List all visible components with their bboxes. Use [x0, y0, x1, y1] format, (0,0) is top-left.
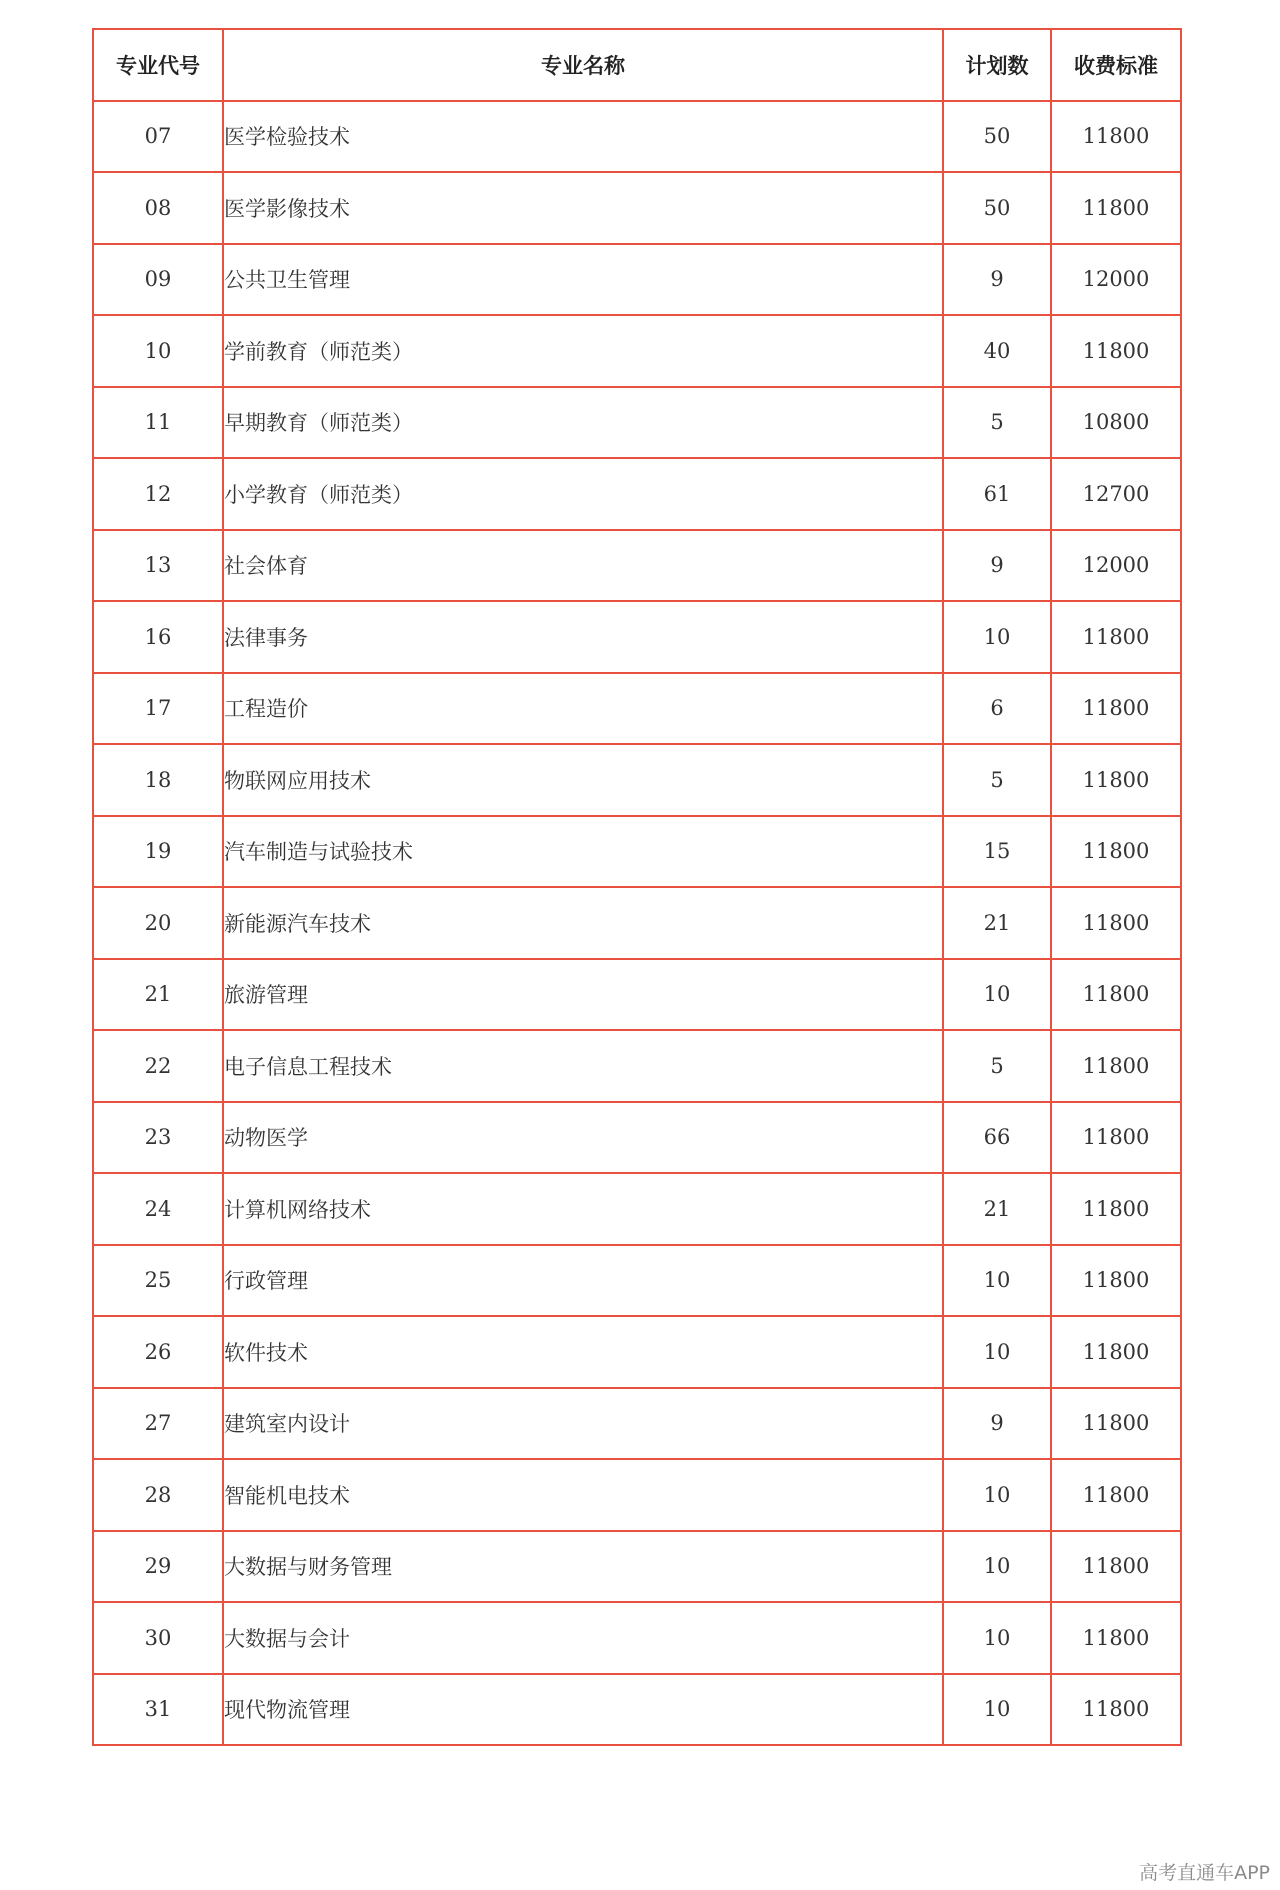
table-row: [93, 1459, 1181, 1531]
table-row: [93, 315, 1181, 387]
name-cell: 行政管理: [223, 1245, 943, 1317]
name-cell: 小学教育（师范类）: [223, 458, 943, 530]
fee-cell: 12700: [1051, 458, 1181, 530]
table-row: [93, 816, 1181, 888]
header-plan: 计划数: [943, 29, 1051, 101]
fee-cell: 11800: [1051, 315, 1181, 387]
fee-cell: 11800: [1051, 1245, 1181, 1317]
name-cell: 现代物流管理: [223, 1674, 943, 1746]
table-row: [93, 387, 1181, 459]
table-row: [93, 1388, 1181, 1460]
table-row: [93, 673, 1181, 745]
fee-cell: 11800: [1051, 744, 1181, 816]
plan-count-cell: 5: [943, 387, 1051, 459]
fee-cell: 11800: [1051, 1102, 1181, 1174]
plan-count-cell: 10: [943, 1602, 1051, 1674]
code-cell: 07: [93, 101, 223, 173]
table-row: [93, 172, 1181, 244]
code-cell: 10: [93, 315, 223, 387]
name-cell: 计算机网络技术: [223, 1173, 943, 1245]
name-cell: 早期教育（师范类）: [223, 387, 943, 459]
table-row: [93, 1316, 1181, 1388]
fee-cell: 11800: [1051, 1316, 1181, 1388]
table-row: [93, 244, 1181, 316]
fee-cell: 11800: [1051, 673, 1181, 745]
name-cell: 社会体育: [223, 530, 943, 602]
fee-cell: 11800: [1051, 1531, 1181, 1603]
plan-count-cell: 61: [943, 458, 1051, 530]
name-cell: 旅游管理: [223, 959, 943, 1031]
fee-cell: 11800: [1051, 1459, 1181, 1531]
code-cell: 18: [93, 744, 223, 816]
code-cell: 11: [93, 387, 223, 459]
fee-cell: 11800: [1051, 887, 1181, 959]
code-cell: 22: [93, 1030, 223, 1102]
fee-cell: 11800: [1051, 1388, 1181, 1460]
code-cell: 26: [93, 1316, 223, 1388]
name-cell: 医学影像技术: [223, 172, 943, 244]
name-cell: 动物医学: [223, 1102, 943, 1174]
table-row: [93, 1030, 1181, 1102]
plan-count-cell: 6: [943, 673, 1051, 745]
plan-count-cell: 10: [943, 1459, 1051, 1531]
fee-cell: 11800: [1051, 601, 1181, 673]
table-row: [93, 530, 1181, 602]
enrollment-plan-table: [92, 28, 1182, 1746]
fee-cell: 11800: [1051, 1674, 1181, 1746]
plan-count-cell: 15: [943, 816, 1051, 888]
name-cell: 电子信息工程技术: [223, 1030, 943, 1102]
plan-count-cell: 40: [943, 315, 1051, 387]
watermark-text: 高考直通车APP: [1139, 1862, 1270, 1884]
plan-count-cell: 9: [943, 530, 1051, 602]
code-cell: 30: [93, 1602, 223, 1674]
table-row: [93, 1173, 1181, 1245]
header-fee: 收费标准: [1051, 29, 1181, 101]
fee-cell: 12000: [1051, 530, 1181, 602]
code-cell: 23: [93, 1102, 223, 1174]
table-row: [93, 744, 1181, 816]
code-cell: 25: [93, 1245, 223, 1317]
table-row: [93, 1602, 1181, 1674]
fee-cell: 11800: [1051, 1173, 1181, 1245]
table-row: [93, 458, 1181, 530]
plan-count-cell: 21: [943, 887, 1051, 959]
fee-cell: 11800: [1051, 959, 1181, 1031]
table-row: [93, 1674, 1181, 1746]
code-cell: 19: [93, 816, 223, 888]
name-cell: 公共卫生管理: [223, 244, 943, 316]
code-cell: 21: [93, 959, 223, 1031]
plan-count-cell: 10: [943, 1531, 1051, 1603]
fee-cell: 10800: [1051, 387, 1181, 459]
name-cell: 大数据与会计: [223, 1602, 943, 1674]
name-cell: 新能源汽车技术: [223, 887, 943, 959]
plan-count-cell: 5: [943, 744, 1051, 816]
plan-count-cell: 5: [943, 1030, 1051, 1102]
name-cell: 医学检验技术: [223, 101, 943, 173]
name-cell: 建筑室内设计: [223, 1388, 943, 1460]
code-cell: 16: [93, 601, 223, 673]
code-cell: 12: [93, 458, 223, 530]
table-row: [93, 1245, 1181, 1317]
name-cell: 工程造价: [223, 673, 943, 745]
name-cell: 汽车制造与试验技术: [223, 816, 943, 888]
table-row: [93, 1531, 1181, 1603]
plan-count-cell: 10: [943, 959, 1051, 1031]
plan-count-cell: 9: [943, 244, 1051, 316]
table-row: [93, 101, 1181, 173]
code-cell: 31: [93, 1674, 223, 1746]
plan-count-cell: 50: [943, 101, 1051, 173]
name-cell: 智能机电技术: [223, 1459, 943, 1531]
fee-cell: 11800: [1051, 816, 1181, 888]
table-row: [93, 887, 1181, 959]
plan-count-cell: 9: [943, 1388, 1051, 1460]
code-cell: 24: [93, 1173, 223, 1245]
name-cell: 法律事务: [223, 601, 943, 673]
table-row: [93, 959, 1181, 1031]
code-cell: 20: [93, 887, 223, 959]
code-cell: 27: [93, 1388, 223, 1460]
fee-cell: 11800: [1051, 172, 1181, 244]
fee-cell: 11800: [1051, 101, 1181, 173]
plan-count-cell: 21: [943, 1173, 1051, 1245]
plan-count-cell: 10: [943, 1245, 1051, 1317]
plan-count-cell: 10: [943, 1316, 1051, 1388]
code-cell: 08: [93, 172, 223, 244]
fee-cell: 11800: [1051, 1602, 1181, 1674]
fee-cell: 12000: [1051, 244, 1181, 316]
name-cell: 软件技术: [223, 1316, 943, 1388]
code-cell: 17: [93, 673, 223, 745]
name-cell: 学前教育（师范类）: [223, 315, 943, 387]
table-row: [93, 1102, 1181, 1174]
header-name: 专业名称: [223, 29, 943, 101]
fee-cell: 11800: [1051, 1030, 1181, 1102]
plan-count-cell: 10: [943, 601, 1051, 673]
table-row: [93, 601, 1181, 673]
code-cell: 28: [93, 1459, 223, 1531]
name-cell: 物联网应用技术: [223, 744, 943, 816]
plan-count-cell: 66: [943, 1102, 1051, 1174]
header-code: 专业代号: [93, 29, 223, 101]
code-cell: 09: [93, 244, 223, 316]
code-cell: 13: [93, 530, 223, 602]
table-header-row: [93, 29, 1181, 101]
code-cell: 29: [93, 1531, 223, 1603]
name-cell: 大数据与财务管理: [223, 1531, 943, 1603]
plan-count-cell: 50: [943, 172, 1051, 244]
plan-count-cell: 10: [943, 1674, 1051, 1746]
